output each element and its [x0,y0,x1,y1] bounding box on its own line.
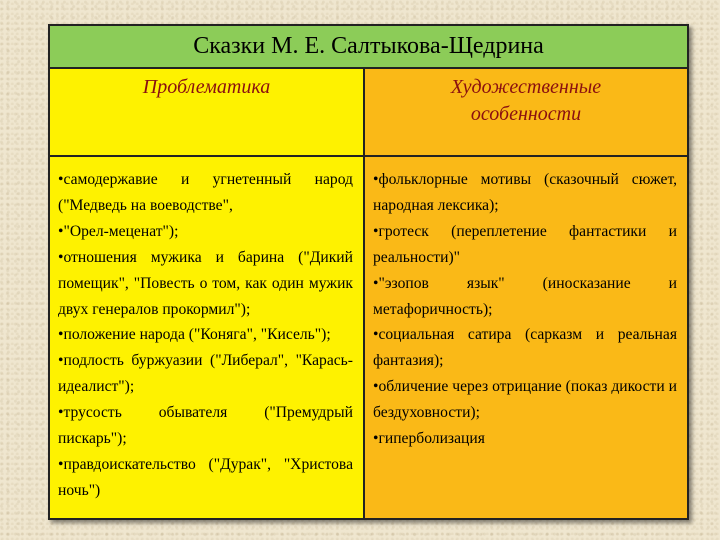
problem-item [58,322,353,348]
problem-item-text: правдоискательство ("Дурак", "Христова ночь") [58,455,353,499]
artistic-feature-item-text: гиперболизация [378,430,485,448]
problem-item-text: положение народа ("Коняга", "Кисель"); [63,326,331,344]
column-header-artistic-features-label: Художественные особенности [450,76,602,125]
bullet-icon: • [58,455,64,473]
artistic-feature-item-text: гротеск (переплетение фантастики и реальности)" [373,222,677,266]
bullet-icon: • [58,404,64,422]
problem-item-text: "Орел-меценат"); [63,222,179,240]
artistic-feature-item [373,219,677,271]
artistic-feature-item [373,426,677,452]
problem-item-text: отношения мужика и барина ("Дикий помещик", "Повесть о том, как один мужик двух генералов прокормил"); [58,248,353,318]
problem-item [58,167,353,219]
problems-column [50,157,365,518]
bullet-icon: • [373,222,379,240]
column-header-artistic-features [365,69,687,157]
artistic-feature-item [373,322,677,374]
bullet-icon: • [373,430,379,448]
table-title: Сказки М. Е. Салтыкова-Щедрина [50,26,687,69]
problem-item [58,219,353,245]
problems-list [58,167,353,504]
artistic-feature-item [373,374,677,426]
artistic-feature-item [373,271,677,323]
artistic-features-column [365,157,687,518]
bullet-icon: • [373,378,379,396]
problem-item [58,348,353,400]
problem-item [58,245,353,323]
bullet-icon: • [58,352,64,370]
column-header-problems [50,69,365,157]
problem-item-text: трусость обывателя ("Премудрый пискарь"); [58,404,353,448]
problem-item [58,452,353,504]
bullet-icon: • [58,171,64,188]
artistic-feature-item-text: фольклорные мотивы (сказочный сюжет, народная лексика); [373,171,677,214]
column-header-problems-label: Проблематика [142,76,271,98]
artistic-feature-item [373,167,677,219]
problem-item-text: подлость буржуазии ("Либерал", "Карась-идеалист"); [58,352,353,396]
summary-table [48,24,689,520]
bullet-icon: • [58,326,64,344]
problem-item-text: самодержавие и угнетенный народ ("Медведь на воеводстве", [58,171,353,214]
bullet-icon: • [58,248,64,266]
artistic-feature-item-text: "эзопов язык" (иносказание и метафоричность); [373,274,677,318]
bullet-icon: • [373,171,379,188]
bullet-icon: • [373,274,379,292]
bullet-icon: • [58,222,64,240]
artistic-features-list [373,167,677,452]
artistic-feature-item-text: социальная сатира (сарказм и реальная фантазия); [373,326,677,370]
bullet-icon: • [373,326,379,344]
artistic-feature-item-text: обличение через отрицание (показ дикости и бездуховности); [373,378,677,422]
problem-item [58,400,353,452]
